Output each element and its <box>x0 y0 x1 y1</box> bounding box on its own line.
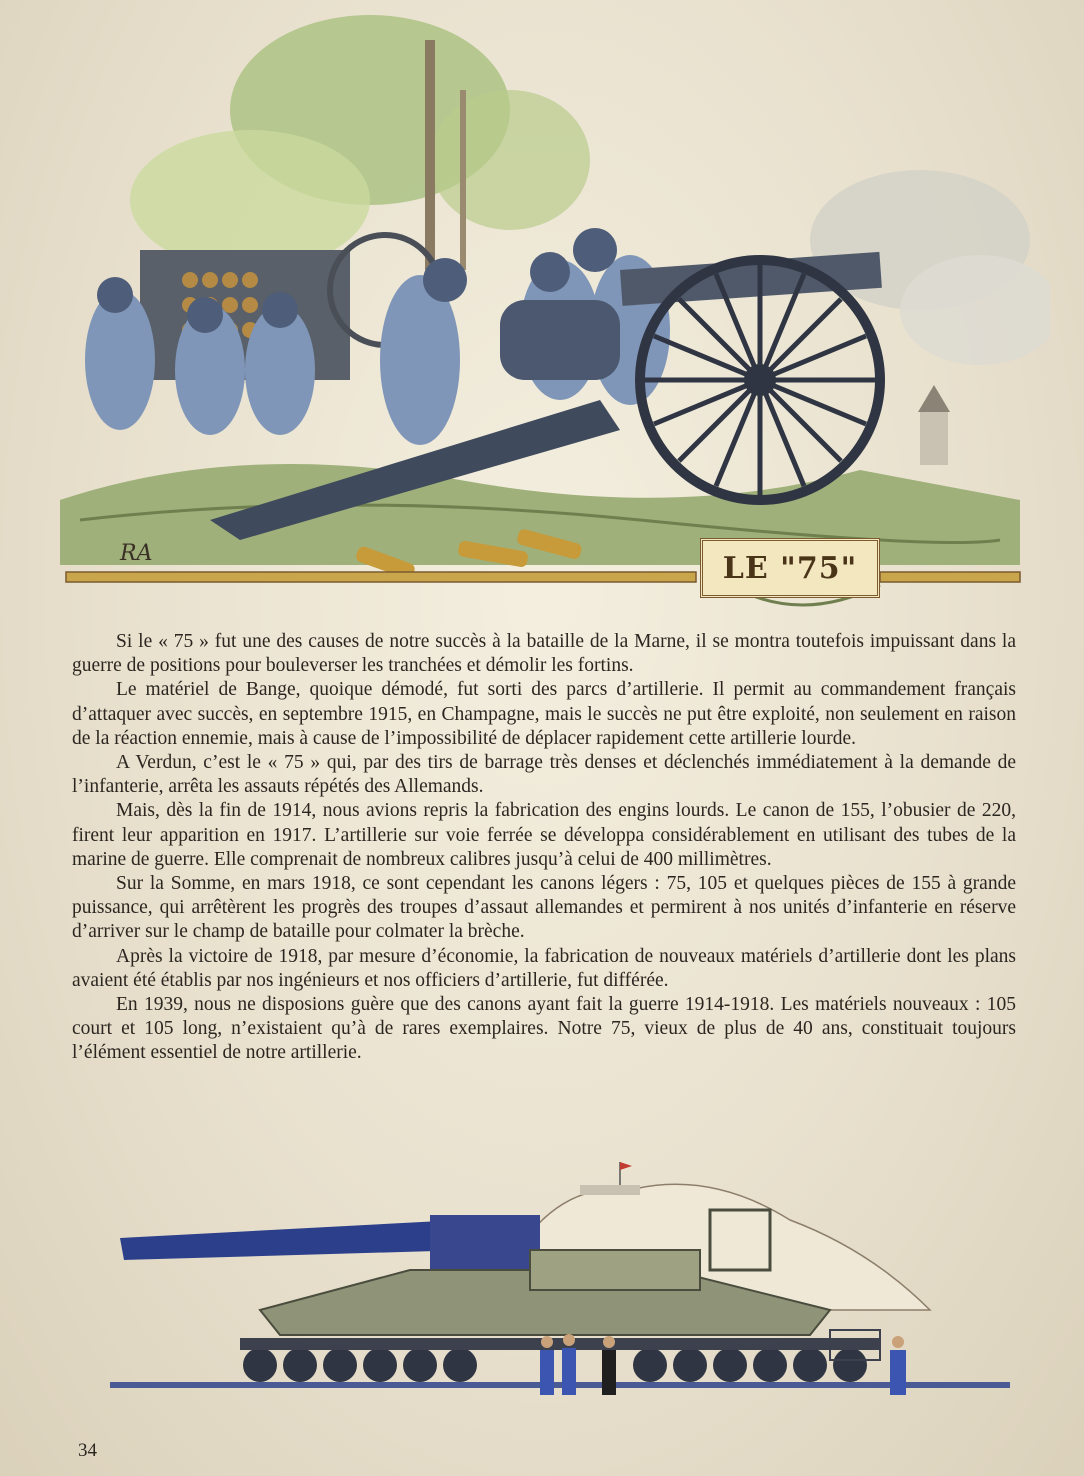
paragraph: En 1939, nous ne disposions guère que des canons ayant fait la guerre 1914-1918. Les matériels nouveaux : 105 court et 105 long, n’existaient qu’à de rares exemplaires. Notre 75, vieux de plus de 40 ans, constituait toujours l’élément essentiel de notre artillerie. <box>72 994 1016 1064</box>
paragraph: A Verdun, c’est le « 75 » qui, par des tirs de barrage très denses et déclenchés immédiatement à la demande de l’infanterie, arrêta les assauts répétés des Allemands. <box>72 752 1016 798</box>
page-number: 34 <box>78 1440 97 1461</box>
paragraph: Mais, dès la fin de 1914, nous avions repris la fabrication des engins lourds. Le canon de 155, l’obusier de 220, firent leur apparition en 1917. L’artillerie sur voie ferrée se développa considérablement en utilisant des tubes de la marine de guerre. Elle comprenait de nombreux calibres jusqu’à celui de 400 millimètres. <box>72 800 1016 870</box>
body-text <box>72 630 1016 1066</box>
artist-signature: RA <box>120 541 153 566</box>
paragraph: Si le « 75 » fut une des causes de notre succès à la bataille de la Marne, il se montra toutefois impuissant dans la guerre de positions pour bouleverser les tranchées et démolir les fortins. <box>72 631 1016 677</box>
chapter-plate-title: LE "75" <box>700 538 880 598</box>
illustration-railway-gun <box>110 1160 1010 1440</box>
paragraph: Le matériel de Bange, quoique démodé, fut sorti des parcs d’artillerie. Il permit au commandement français d’attaquer avec succès, en septembre 1915, en Champagne, mais le succès ne put être exploité, non seulement en raison de la réaction ennemie, mais à cause de l’impossibilité de déplacer rapidement cette artillerie lourde. <box>72 679 1016 749</box>
paragraph: Après la victoire de 1918, par mesure d’économie, la fabrication de nouveaux matériels d’artillerie dont les plans avaient été établis par nos ingénieurs et nos officiers d’artillerie, fut différée. <box>72 945 1016 991</box>
paragraph: Sur la Somme, en mars 1918, ce sont cependant les canons légers : 75, 105 et quelques pièces de 155 à grande puissance, qui arrêtèrent les progrès des troupes d’assaut allemandes et permirent à nos unités d’infanterie en réserve d’arriver sur le champ de bataille pour colmater la brèche. <box>72 873 1016 943</box>
illustration-75-field-gun <box>40 0 1050 625</box>
